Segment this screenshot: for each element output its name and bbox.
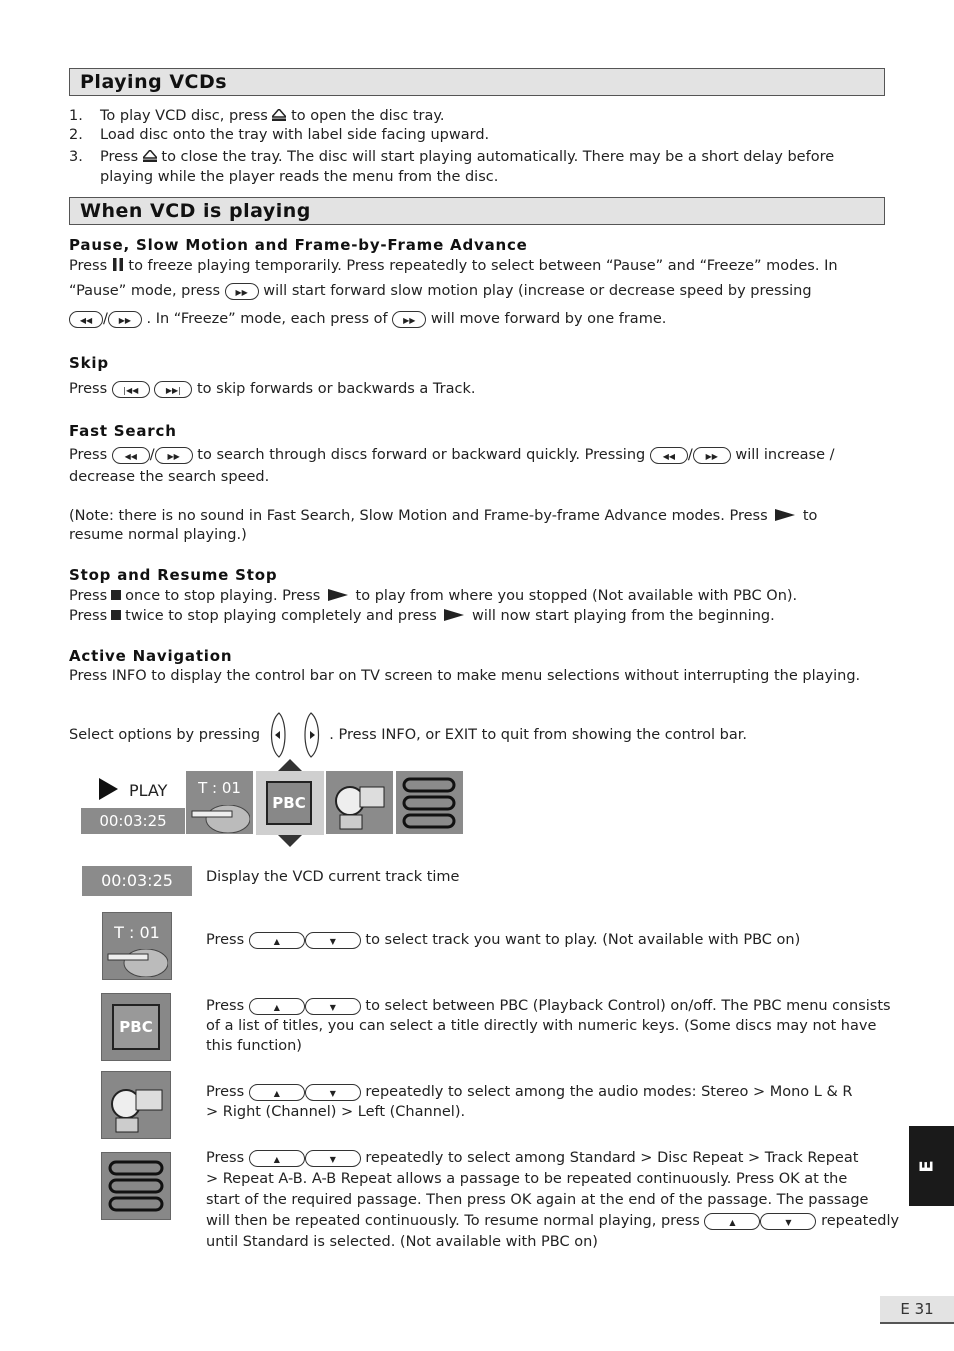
step-number: 2. — [69, 127, 83, 143]
control-bar-play-status — [81, 770, 185, 834]
down-button-icon: ▼ — [305, 1150, 361, 1167]
subheading-stop: Stop and Resume Stop — [69, 566, 278, 584]
track-time: 00:03:25 — [81, 808, 185, 834]
item-track-desc: Press ▲ ▼ to select track you want to play. (Not available with PBC on) — [206, 932, 801, 948]
pbc-icon: PBC — [112, 1004, 160, 1050]
item-repeat-icon — [101, 1152, 171, 1220]
audio-icon — [102, 1072, 170, 1138]
up-button-icon: ▲ — [704, 1213, 760, 1230]
pause-icon — [112, 258, 124, 271]
disc-icon — [190, 805, 250, 833]
track-number: T : 01 — [114, 923, 160, 942]
item-pbc-desc: Press ▲ ▼ to select between PBC (Playback Control) on/off. The PBC menu consists of a list of titles, you can select a title directly with numeric keys. (Some discs may not have this function) — [206, 998, 891, 1054]
subheading-active-navigation: Active Navigation — [69, 647, 233, 665]
control-bar-track-tile — [186, 771, 253, 834]
eject-icon — [143, 150, 157, 162]
disc-icon — [106, 949, 168, 977]
pbc-icon: PBC — [266, 781, 312, 825]
control-bar-pbc-tile — [256, 771, 324, 835]
pause-line-1: Press to freeze playing temporarily. Press repeatedly to select between “Pause” and “Freeze” modes. In — [69, 258, 838, 274]
stop-icon — [111, 610, 121, 620]
item-time-desc: Display the VCD current track time — [206, 869, 460, 885]
arrow-up-icon — [278, 759, 302, 771]
fast-search-line-2: decrease the search speed. — [69, 469, 270, 485]
control-bar-audio-tile — [326, 771, 393, 834]
rewind-button-icon: ◀◀ — [650, 447, 688, 464]
item-time-label: 00:03:25 — [82, 866, 192, 896]
rewind-button-icon: ◀◀ — [69, 311, 103, 328]
note-line-1: (Note: there is no sound in Fast Search, Slow Motion and Frame-by-frame Advance modes. Press to — [69, 508, 818, 524]
fast-forward-button-icon: ▶▶ — [108, 311, 142, 328]
play-icon — [99, 778, 118, 800]
stop-icon — [111, 590, 121, 600]
item-audio-desc: Press ▲ ▼ repeatedly to select among the audio modes: Stereo > Mono L & R > Right (Channel) > Left (Channel). — [206, 1084, 853, 1120]
eject-icon — [272, 109, 286, 121]
down-button-icon: ▼ — [305, 932, 361, 949]
fast-forward-button-icon: ▶▶ — [392, 311, 426, 328]
skip-back-button-icon: |◀◀ — [112, 381, 150, 398]
note-line-2: resume normal playing.) — [69, 527, 247, 543]
item-audio-icon — [101, 1071, 171, 1139]
language-side-tab: E — [909, 1126, 954, 1206]
down-button-icon: ▼ — [305, 1084, 361, 1101]
page-number: E 31 — [880, 1296, 954, 1324]
step-number: 1. — [69, 108, 83, 124]
subheading-skip: Skip — [69, 354, 109, 372]
up-button-icon: ▲ — [249, 932, 305, 949]
arrow-down-icon — [278, 835, 302, 847]
subheading-pause: Pause, Slow Motion and Frame-by-Frame Advance — [69, 236, 528, 254]
section-title-when-vcd-playing: When VCD is playing — [69, 197, 885, 225]
section-title-playing-vcds: Playing VCDs — [69, 68, 885, 96]
pause-line-2: “Pause” mode, press ▶▶ will start forward slow motion play (increase or decrease speed by pressing — [69, 283, 812, 299]
skip-forward-button-icon: ▶▶| — [154, 381, 192, 398]
skip-line: Press |◀◀ ▶▶| to skip forwards or backwards a Track. — [69, 381, 476, 397]
subheading-fast-search: Fast Search — [69, 422, 177, 440]
repeat-icon — [396, 771, 463, 834]
play-icon — [775, 509, 795, 521]
up-button-icon: ▲ — [249, 1084, 305, 1101]
fast-search-line-1: Press ◀◀ / ▶▶ to search through discs forward or backward quickly. Pressing ◀◀ / ▶▶ will increase / — [69, 447, 835, 463]
rewind-button-icon: ◀◀ — [112, 447, 150, 464]
item-repeat-desc: Press ▲ ▼ repeatedly to select among Standard > Disc Repeat > Track Repeat > Repeat A-B. A-B Repeat allows a passage to be repeated continuously. Press OK at the start of the required passage. Then press OK again at the end of the passage. The passage will then be repeated continuously. To resume normal playing, press ▲ ▼ repeatedly until Standard is selected. (Not available with PBC on) — [206, 1150, 900, 1250]
stop-line-1: Press once to stop playing. Press to play from where you stopped (Not available with PBC On). — [69, 588, 798, 604]
play-icon — [328, 589, 348, 601]
play-icon — [444, 609, 464, 621]
fast-forward-button-icon: ▶▶ — [155, 447, 193, 464]
up-button-icon: ▲ — [249, 998, 305, 1015]
up-button-icon: ▲ — [249, 1150, 305, 1167]
play-label: PLAY — [129, 781, 168, 800]
fast-forward-button-icon: ▶▶ — [693, 447, 731, 464]
repeat-icon — [102, 1153, 170, 1219]
track-number: T : 01 — [198, 779, 241, 797]
step-number: 3. — [69, 149, 83, 165]
down-button-icon: ▼ — [305, 998, 361, 1015]
left-right-keys-icon — [265, 711, 325, 759]
stop-line-2: Press twice to stop playing completely and press will now start playing from the beginning. — [69, 608, 775, 624]
audio-icon — [326, 771, 393, 834]
nav-line-2: Select options by pressing . Press INFO, or EXIT to quit from showing the control bar. — [69, 711, 747, 759]
down-button-icon: ▼ — [760, 1213, 816, 1230]
item-track-icon — [102, 912, 172, 980]
item-pbc-icon — [101, 993, 171, 1061]
pause-line-3: ◀◀ / ▶▶ . In “Freeze” mode, each press of ▶▶ will move forward by one frame. — [69, 310, 666, 329]
fast-forward-button-icon: ▶▶ — [225, 283, 259, 300]
nav-line-1: Press INFO to display the control bar on TV screen to make menu selections without interrupting the playing. — [69, 668, 861, 684]
control-bar-repeat-tile — [396, 771, 463, 834]
